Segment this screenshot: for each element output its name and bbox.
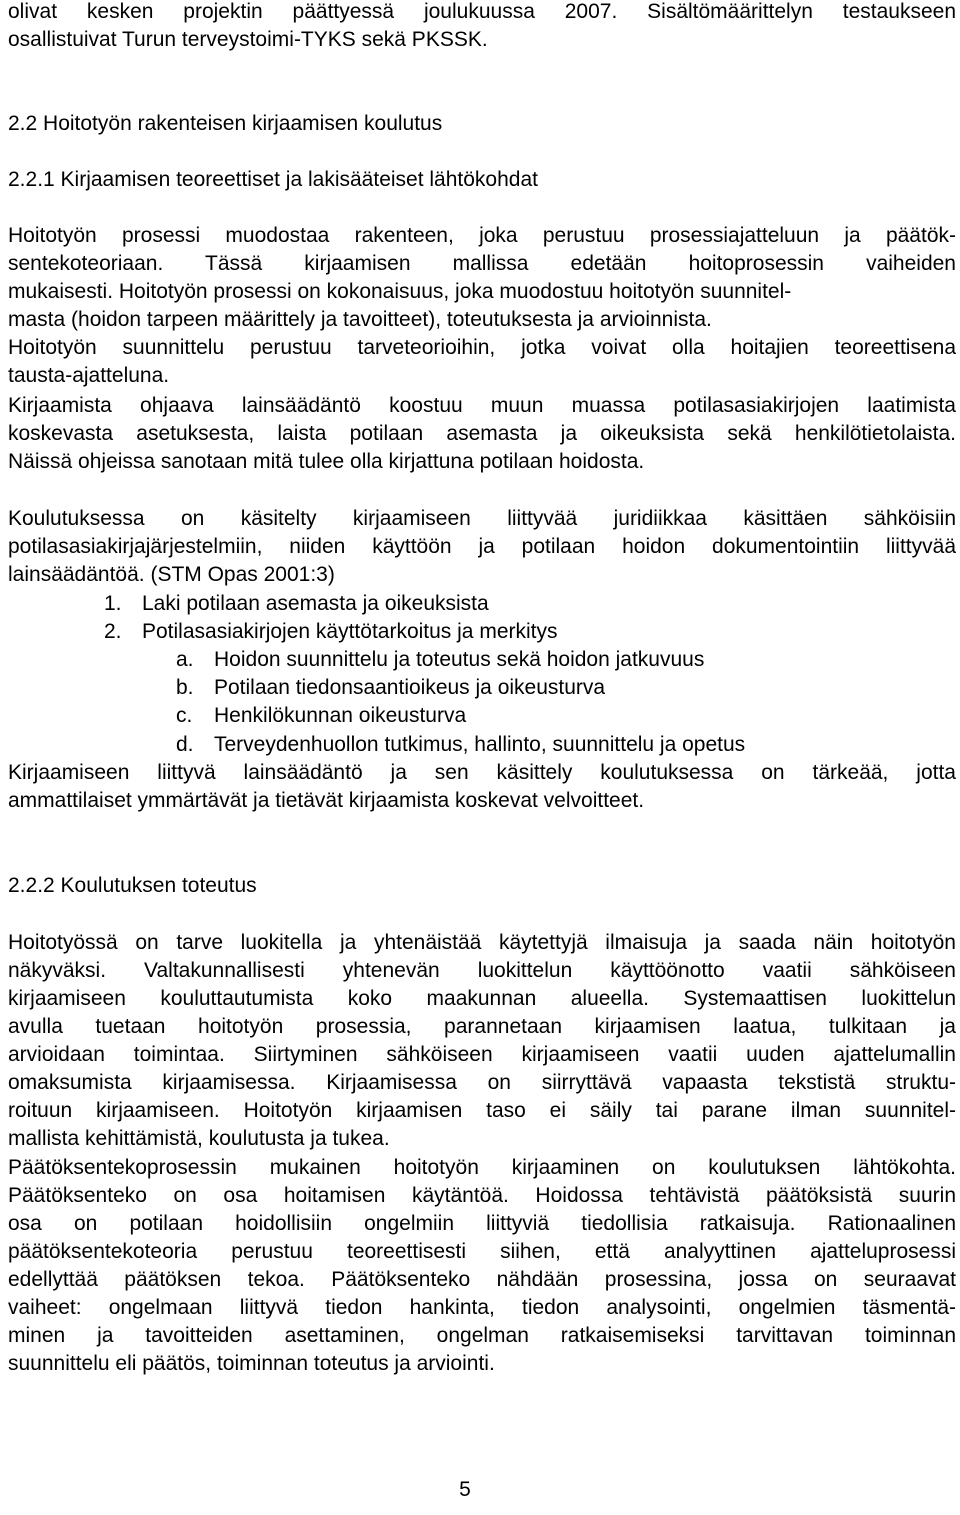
text-line: ammattilaiset ymmärtävät ja tietävät kirjaamista koskevat velvoitteet.	[8, 789, 645, 812]
text-line: Kirjaamiseen liittyvä lainsäädäntö ja sen käsittely koulutuksessa on tärkeää, jotta	[8, 761, 956, 784]
text-line: Hoitotyössä on tarve luokitella ja yhtenäistää käytettyjä ilmaisuja ja saada näin hoitotyön	[8, 931, 956, 954]
text-line: edellyttää päätöksen tekoa. Päätöksenteko nähdään prosessina, jossa on seuraavat	[8, 1268, 956, 1291]
subsection-heading: 2.2.1 Kirjaamisen teoreettiset ja lakisääteiset lähtökohdat	[8, 168, 538, 191]
sublist-letter: a.	[176, 648, 194, 671]
text-line: masta (hoidon tarpeen määrittely ja tavoitteet), toteutuksesta ja arvioinnista.	[8, 308, 712, 331]
text-line: mallista kehittämistä, koulutusta ja tukea.	[8, 1127, 390, 1150]
page-number: 5	[459, 1478, 471, 1501]
text-line: omaksumista kirjaamisessa. Kirjaamisessa on siirryttävä vapaasta tekstistä struktu-	[8, 1071, 956, 1094]
sublist-item	[176, 646, 956, 674]
text-line: arvioidaan toimintaa. Siirtyminen sähköiseen kirjaamiseen vaatii uuden ajattelumallin	[8, 1043, 956, 1066]
sublist-letter: d.	[176, 733, 194, 756]
list-text: Potilasasiakirjojen käyttötarkoitus ja merkitys	[142, 620, 558, 643]
text-line: lainsäädäntöä. (STM Opas 2001:3)	[8, 563, 335, 586]
text-line: olivat kesken projektin päättyessä joulukuussa 2007. Sisältömäärittelyn testaukseen	[8, 0, 956, 23]
text-line: Hoitotyön prosessi muodostaa rakenteen, joka perustuu prosessiajatteluun ja päätök-	[8, 224, 956, 247]
text-line: Kirjaamista ohjaava lainsäädäntö koostuu muun muassa potilasasiakirjojen laatimista	[8, 394, 956, 417]
sublist-letter: b.	[176, 676, 194, 699]
subsection-heading: 2.2.2 Koulutuksen toteutus	[8, 874, 257, 897]
sublist-letter: c.	[176, 704, 193, 727]
text-line: Päätöksenteko on osa hoitamisen käytäntöä. Hoidossa tehtävistä päätöksistä suurin	[8, 1184, 956, 1207]
sublist-item	[176, 702, 956, 730]
text-line: Hoitotyön suunnittelu perustuu tarveteorioihin, jotka voivat olla hoitajien teoreettisena	[8, 336, 956, 359]
text-line: mukaisesti. Hoitotyön prosessi on kokonaisuus, joka muodostuu hoitotyön suunnitel-	[8, 280, 792, 303]
text-line: Näissä ohjeissa sanotaan mitä tulee olla kirjattuna potilaan hoidosta.	[8, 450, 645, 473]
text-line: Koulutuksessa on käsitelty kirjaamiseen liittyvää juridiikkaa käsittäen sähköisiin	[8, 507, 956, 530]
sublist-text: Terveydenhuollon tutkimus, hallinto, suunnittelu ja opetus	[214, 733, 746, 756]
sublist-item	[176, 731, 956, 759]
sublist-text: Potilaan tiedonsaantioikeus ja oikeusturva	[214, 676, 606, 699]
sublist-text: Hoidon suunnittelu ja toteutus sekä hoidon jatkuvuus	[214, 648, 705, 671]
text-line: potilasasiakirjajärjestelmiin, niiden käyttöön ja potilaan hoidon dokumentointiin liittyvää	[8, 535, 956, 558]
text-line: osallistuivat Turun terveystoimi-TYKS sekä PKSSK.	[8, 28, 488, 51]
text-line: näkyväksi. Valtakunnallisesti yhtenevän luokittelun käyttöönotto vaatii sähköiseen	[8, 959, 956, 982]
text-line: kirjaamiseen kouluttautumista koko maakunnan alueella. Systemaattisen luokittelun	[8, 987, 956, 1010]
sublist-item	[176, 674, 956, 702]
text-line: päätöksentekoteoria perustuu teoreettisesti siihen, että analyyttinen ajatteluprosessi	[8, 1240, 956, 1263]
text-line: tausta-ajatteluna.	[8, 364, 170, 387]
text-line: koskevasta asetuksesta, laista potilaan asemasta ja oikeuksista sekä henkilötietolaista.	[8, 422, 956, 445]
text-line: Päätöksentekoprosessin mukainen hoitotyön kirjaaminen on koulutuksen lähtökohta.	[8, 1156, 956, 1179]
sublist-text: Henkilökunnan oikeusturva	[214, 704, 467, 727]
text-line: osa on potilaan hoidollisiin ongelmiin liittyviä tiedollisia ratkaisuja. Rationaalinen	[8, 1212, 956, 1235]
list-number: 2.	[104, 620, 122, 643]
section-heading: 2.2 Hoitotyön rakenteisen kirjaamisen koulutus	[8, 112, 443, 135]
list-number: 1.	[104, 592, 122, 615]
text-line: avulla tuetaan hoitotyön prosessia, parannetaan kirjaamisen laatua, tulkitaan ja	[8, 1015, 956, 1038]
text-line: suunnittelu eli päätös, toiminnan toteutus ja arviointi.	[8, 1352, 495, 1375]
text-line: minen ja tavoitteiden asettaminen, ongelman ratkaisemiseksi tarvittavan toiminnan	[8, 1324, 956, 1347]
list-item	[104, 590, 956, 618]
text-line: vaiheet: ongelmaan liittyvä tiedon hankinta, tiedon analysointi, ongelmien täsmentä-	[8, 1296, 956, 1319]
list-text: Laki potilaan asemasta ja oikeuksista	[142, 592, 489, 615]
list-item	[104, 618, 956, 646]
text-line: roituun kirjaamiseen. Hoitotyön kirjaamisen taso ei säily tai parane ilman suunnitel-	[8, 1099, 956, 1122]
text-line: sentekoteoriaan. Tässä kirjaamisen mallissa edetään hoitoprosessin vaiheiden	[8, 252, 956, 275]
